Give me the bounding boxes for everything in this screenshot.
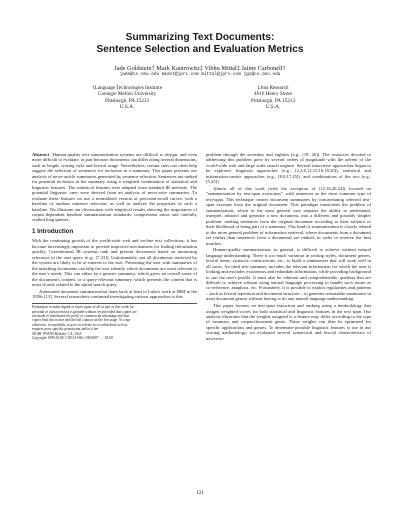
left-column bbox=[32, 152, 197, 340]
affil-right-line: 4616 Henry Street bbox=[253, 91, 293, 98]
section-heading-introduction: 1 Introduction bbox=[32, 227, 74, 235]
affil-right-line: ‡Just Research bbox=[257, 85, 289, 91]
copyright-footnote bbox=[32, 303, 197, 341]
abstract bbox=[32, 152, 197, 223]
footnote-line: personal or classroom use is granted without fee provided that copies are bbox=[32, 309, 137, 314]
emails-line: jade@cs.cmu.edu mkant@jprc.com mittal@jprc.com jgc@cs.cmu.edu bbox=[119, 72, 281, 77]
body-paragraph: This paper focuses on text-span extraction and ranking using a methodology that assigns weighted scores for both statistical and linguistic features in the text span. Our analysis illustrates that the weights assigned to a feature may differ according to the type of summary and corpus/document genre. These weights can then be optimized for specific applications and genres. To determine possible linguistic features to use in our scoring methodology, we evaluated several syntactical and lexical characteristics of newswire bbox=[206, 303, 371, 341]
authors-line: Jade Goldstein† Mark Kantrowitz‡ Vibhu Mittal‡ Jaime Carbonell† bbox=[114, 65, 286, 72]
footnote-line: requires prior specific permission and/or a fee. bbox=[32, 327, 99, 332]
footnote-line: copies bear this notice and the full citation on the first page. To copy bbox=[32, 318, 131, 323]
footnote-line: otherwise, to republish, to post on servers or to redistribute to lists, bbox=[32, 322, 129, 327]
affil-left-line: Carnegie Mellon University bbox=[97, 91, 157, 98]
paper-title-line1: Summarizing Text Documents: bbox=[125, 32, 275, 43]
paper-title-line2: Sentence Selection and Evaluation Metrics bbox=[96, 44, 304, 56]
affil-left-line: Pittsburgh, PA 15213 bbox=[105, 97, 149, 104]
footnote-line: Permission to make digital or hard copies of all or part of this work for bbox=[32, 305, 134, 310]
paper-title bbox=[0, 32, 400, 57]
affil-left-line: U.S.A. bbox=[119, 103, 135, 110]
body-paragraph: Human-quality summarization, in general, is difficult to achieve without natural language understanding. There is too much variation in writing styles, document genres, lexical items, syntactic constructions, etc., to build a summarizer that will work well in all cases. An ideal text summary includes the relevant information for which the user is looking and excludes extraneous and redundant information, while providing background to suit the user's profile. It must also be coherent and comprehensible, qualities that are difficult to achieve without using natural language processing to handle such issues as co-reference, anaphora, etc. Fortunately, it is possible to exploit regularities and patterns – such as lexical repetition and document structure – to generate reasonable summaries in most document genres without having to do any natural language understanding. bbox=[206, 247, 371, 302]
intro-paragraph: Automated document summarization dates back at least to Luhn's work at IBM in the 1950s [13]. Several researchers continued investigating various approaches to this bbox=[32, 288, 197, 300]
footnote-line: not made or distributed for profit or commercial advantage and that bbox=[32, 313, 129, 318]
affil-right-line: Pittsburgh, PA 15213 bbox=[251, 97, 295, 104]
intro-paragraph: With the continuing growth of the world-wide web and on-line text collections, it has become increasingly important to provide improved mechanisms for finding information quickly. Conventional IR systems rank and present documents based on measuring relevance to the user query (e.g., [7,23]). Unfortunately, not all documents retrieved by the system are likely to be of interest to the user. Presenting the user with summaries of the matching documents can help the user identify which documents are most relevant to the user's needs. This can either be a generic summary, which gives an overall sense of the document's content, or a query-relevant summary, which presents the content that is most closely related to the initial search query. bbox=[32, 238, 197, 287]
affil-left-line: †Language Technologies Institute bbox=[91, 85, 163, 91]
affil-right-line: U.S.A. bbox=[265, 103, 281, 110]
abstract-label: Abstract bbox=[32, 152, 50, 157]
footnote-line: Copyright 1999 ACM 1-58113-096-1/99/0007 . . . $5.00 bbox=[32, 335, 114, 340]
affiliation-left bbox=[62, 85, 192, 110]
abstract-text: Human-quality text summarization systems are difficult to design, and even more difficult to evaluate, in part because documents can differ along several dimensions, such as length, writing style and lexical usage. Nevertheless, certain cues can often help suggest the selection of sentences for inclusion in a summary. This paper presents our analysis of news-article summaries generated by sentence selection. Sentences are ranked for potential inclusion in the summary using a weighted combination of statistical and linguistic features. The statistical features were adapted from standard IR methods. The potential linguistic ones were derived from an analysis of news-wire summaries. To evaluate these features we use a normalized version of precision-recall curves, with a baseline of random sentence selection, as well as analyze the properties of such a baseline. We illustrate our discussions with empirical results showing the importance of corpus-dependent baseline summarization standards, compression ratios and carefully crafted long queries. bbox=[32, 152, 197, 223]
right-column bbox=[206, 152, 371, 343]
affiliation-right bbox=[208, 85, 338, 110]
body-paragraph: Almost all of this work (with the exception of [12,16,20,24]) focused on "summarization by text-span extraction", with sentences as the most common type of text-span. This technique creates document summaries by concatenating selected text-span excerpts from the original document. This paradigm transforms the problem of summarization, which in the most general case requires the ability to understand, interpret, abstract and generate a new document, into a different and possibly simpler problem: ranking sentences from the original document according to their salience or their likelihood of being part of a summary. This kind of summarization is closely related to the more general problem of information retrieval, where documents from a document set (rather than sentences from a document) are ranked, in order to retrieve the best matches. bbox=[206, 186, 371, 246]
page-number: 121 bbox=[196, 490, 204, 496]
body-paragraph: problem through the seventies and eighties (e.g., [19, 26]). The resources devoted to addressing this problem grew by several orders of magnitude with the advent of the world-wide web and large scale search engines. Several innovative approaches began to be explored: linguistic approaches (e.g., [2,3,6,12,15,16,18,20]), statistical and information-centric approaches (e.g., [8,9,17,25]), and combinations of the two (e.g., [5,25]). bbox=[206, 152, 371, 185]
footnote-line: SIGIR '99 8/99 Berkley, CA, USA bbox=[32, 331, 82, 336]
